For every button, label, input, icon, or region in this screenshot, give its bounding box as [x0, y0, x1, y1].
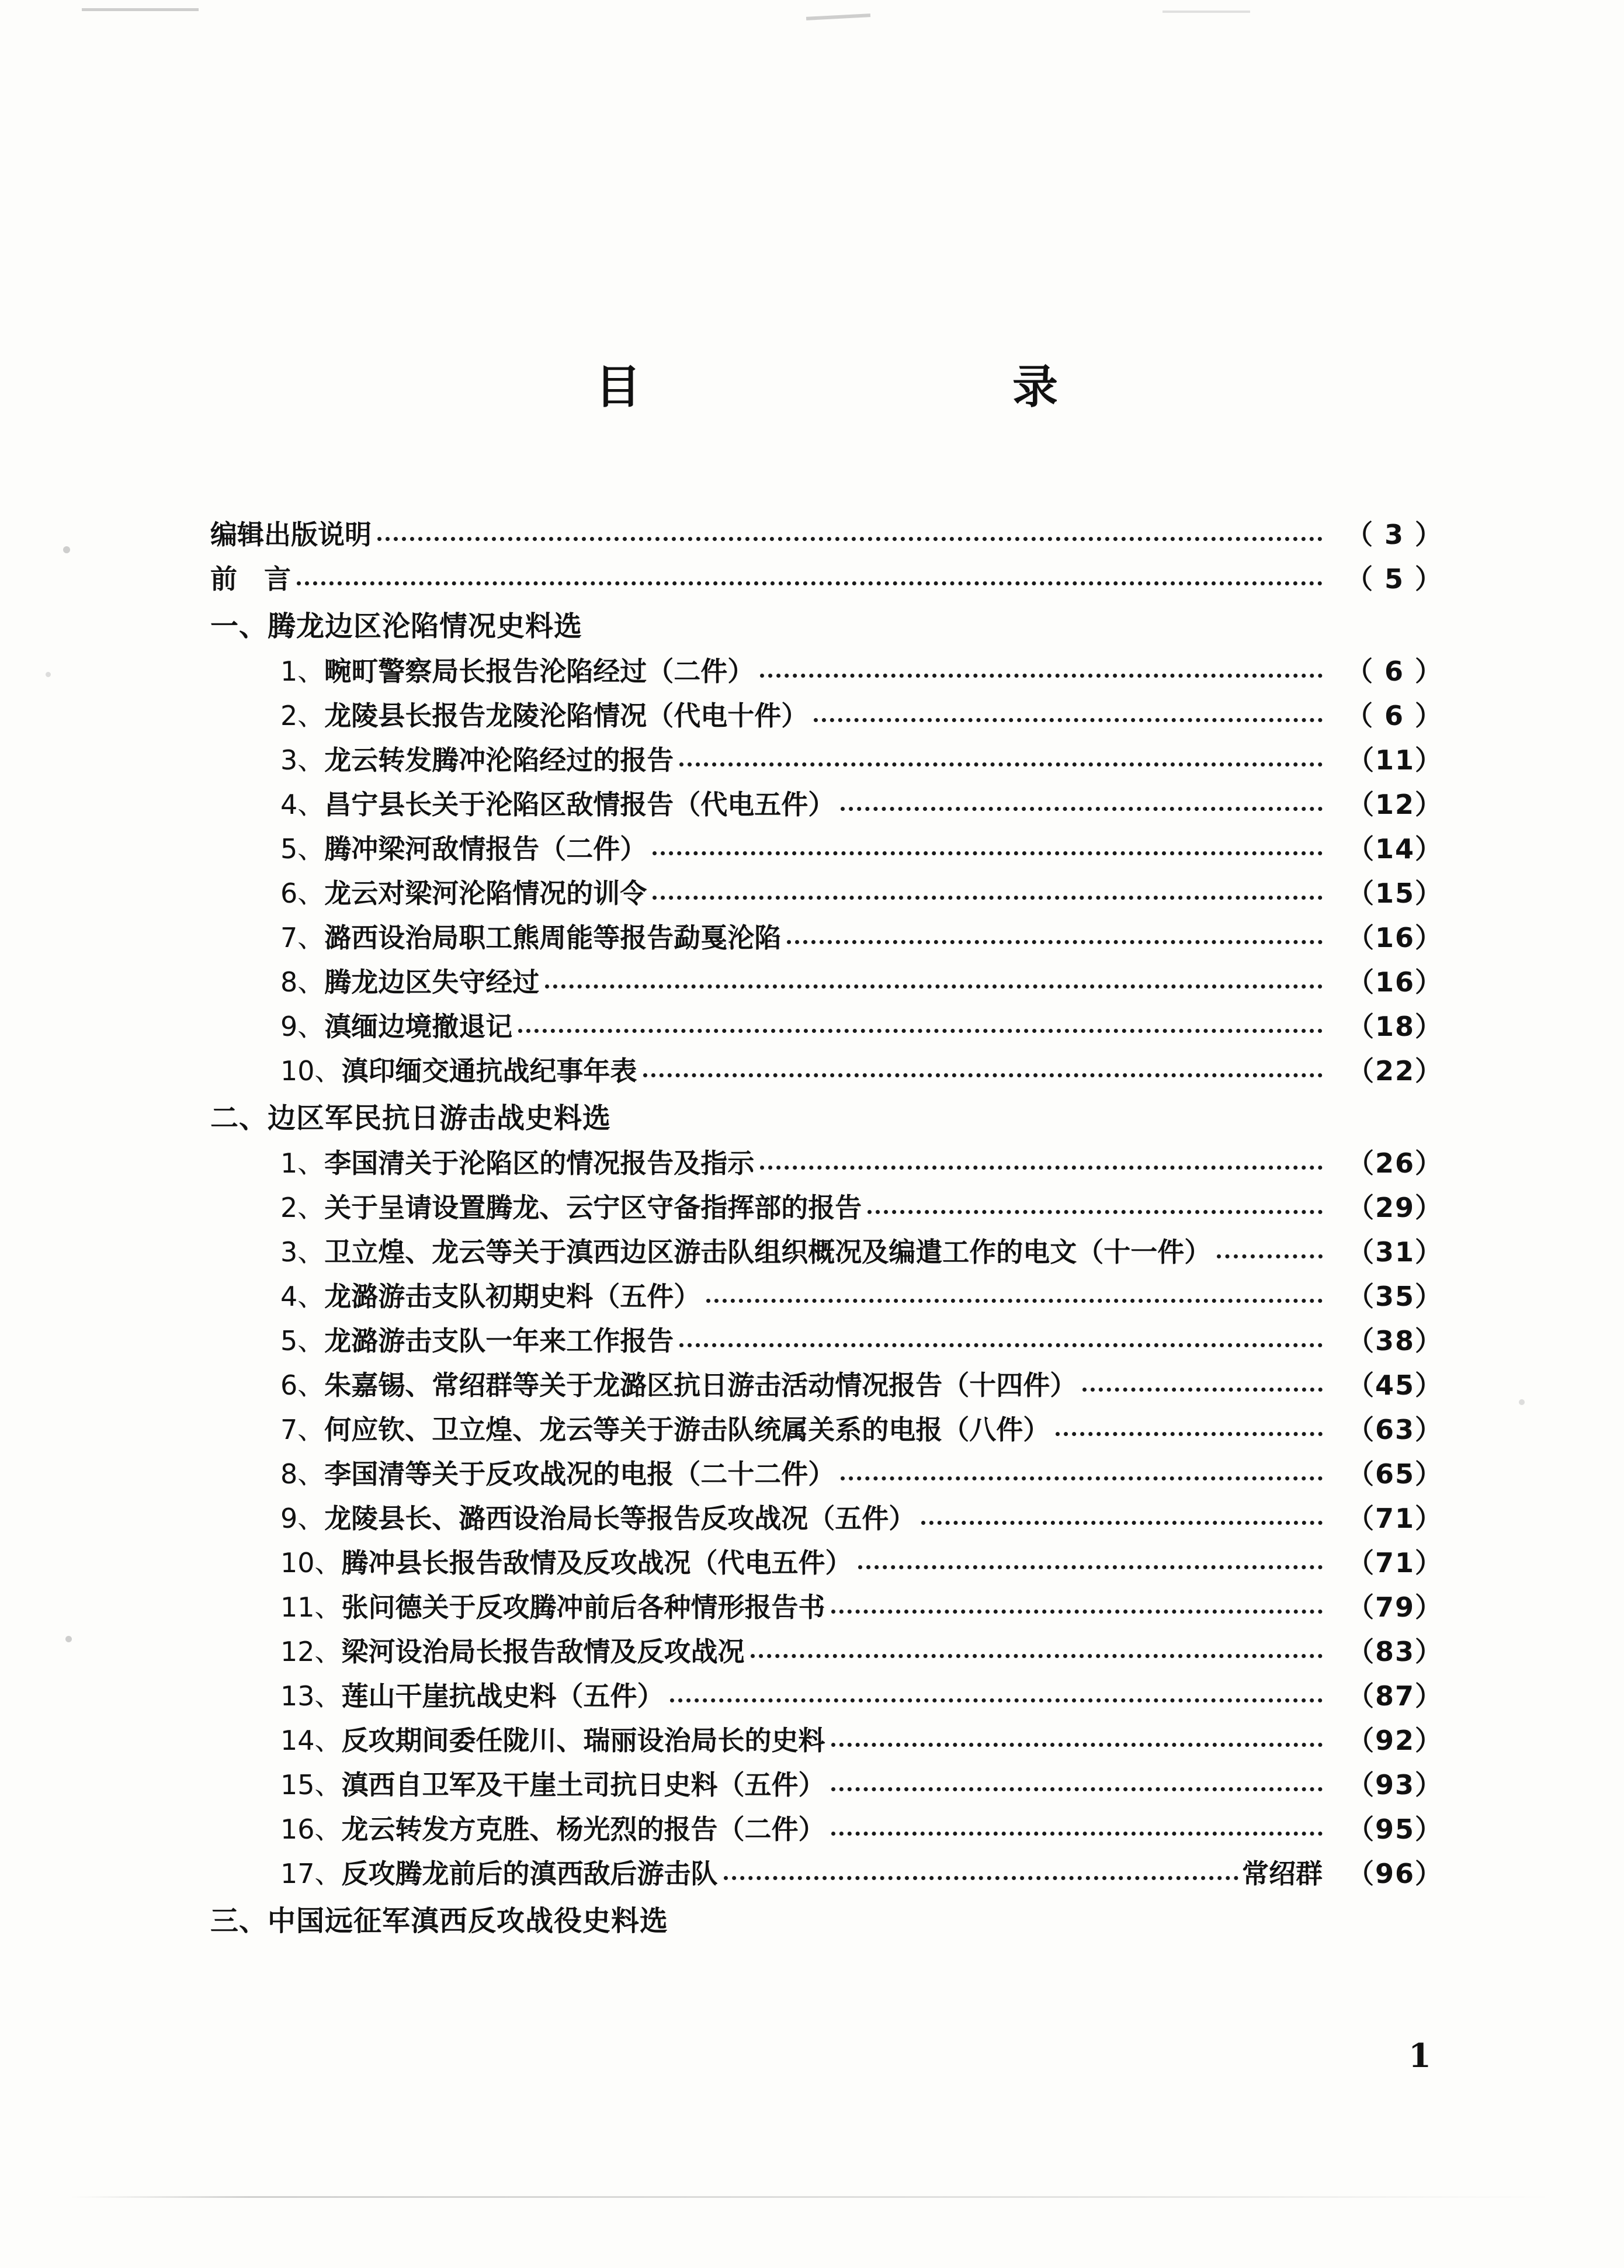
scan-speckle-left-3 — [65, 1636, 72, 1642]
toc-entry[interactable] — [280, 833, 1443, 865]
toc-entry[interactable] — [280, 1638, 1443, 1665]
toc-entry[interactable] — [280, 1727, 1443, 1754]
toc-entry-label: 腾冲县长报告敌情及反攻战况（代电五件） — [341, 1547, 852, 1579]
page-number: 1 — [1408, 2037, 1431, 2075]
toc-entry[interactable] — [280, 1591, 1443, 1623]
toc-entry-page: （26） — [1347, 1147, 1443, 1179]
toc-entry-label: 卫立煌、龙云等关于滇西边区游击队组织概况及编遣工作的电文（十一件） — [324, 1236, 1212, 1268]
toc-entry-number: 3、 — [280, 1236, 325, 1268]
toc-entry-label: 莲山干崖抗战史料（五件） — [341, 1680, 664, 1712]
toc-entry-page: （83） — [1347, 1636, 1443, 1667]
toc-entry-number: 11、 — [280, 1591, 342, 1623]
toc-entry-page: （92） — [1347, 1725, 1443, 1756]
toc-entry-number: 4、 — [280, 1281, 325, 1312]
toc-entry-page: （71） — [1347, 1503, 1443, 1534]
toc-leader-dots — [653, 895, 1323, 900]
toc-entry-number: 15、 — [280, 1769, 342, 1801]
toc-leader-dots — [867, 1209, 1323, 1214]
toc-leader-dots — [377, 536, 1323, 541]
toc-section-heading: 三、中国远征军滇西反攻战役史料选 — [210, 1905, 669, 1937]
toc-leader-dots — [679, 762, 1323, 767]
toc-entry-page: （35） — [1347, 1281, 1443, 1312]
toc-entry-label: 龙云对梁河沦陷情况的训令 — [324, 878, 647, 909]
toc-entry-label: 龙陵县长、潞西设治局长等报告反攻战况（五件） — [324, 1503, 916, 1534]
scan-artifact-top-center — [806, 13, 870, 20]
toc-entry[interactable] — [280, 1416, 1443, 1443]
toc-entry-label: 反攻腾龙前后的滇西敌后游击队 — [341, 1858, 718, 1889]
toc-entry-page: （96） — [1347, 1858, 1443, 1889]
scan-bottom-edge — [70, 2196, 1554, 2198]
toc-leader-dots — [297, 581, 1323, 585]
scan-speckle-right-1 — [1519, 1399, 1525, 1405]
toc-entry[interactable] — [280, 1860, 1443, 1887]
toc-entry[interactable] — [280, 1505, 1443, 1532]
toc-entry-number: 16、 — [280, 1813, 342, 1845]
toc-entry-page: （71） — [1347, 1547, 1443, 1579]
toc-entry[interactable] — [280, 658, 1443, 685]
toc-entry[interactable] — [210, 563, 1443, 595]
toc-entry-number: 1、 — [280, 656, 325, 687]
table-of-contents — [210, 351, 1443, 1953]
toc-entry[interactable] — [280, 1236, 1443, 1268]
toc-leader-dots — [751, 1653, 1323, 1658]
toc-leader-dots — [831, 1831, 1323, 1836]
toc-section-heading: 二、边区军民抗日游击战史料选 — [210, 1102, 612, 1135]
toc-entry-number: 14、 — [280, 1725, 342, 1756]
toc-leader-dots — [724, 1875, 1238, 1880]
toc-entry-page: （31） — [1347, 1236, 1443, 1268]
toc-entry[interactable] — [280, 924, 1443, 951]
toc-leader-dots — [921, 1520, 1323, 1525]
toc-entry-page: （12） — [1347, 789, 1443, 820]
toc-entry-page: （95） — [1347, 1813, 1443, 1845]
toc-leader-dots — [653, 851, 1323, 855]
toc-entry-number: 7、 — [280, 1414, 325, 1445]
toc-entry-label: 滇西自卫军及干崖土司抗日史料（五件） — [341, 1769, 825, 1801]
toc-entry-number: 10、 — [280, 1547, 342, 1579]
toc-entry[interactable] — [280, 1813, 1443, 1845]
scan-speckle-left-2 — [46, 672, 51, 677]
toc-entry-number: 17、 — [280, 1858, 342, 1889]
toc-entry-label: 腾龙边区失守经过 — [324, 966, 540, 998]
toc-entry[interactable] — [280, 1325, 1443, 1357]
toc-leader-dots — [760, 1165, 1323, 1170]
toc-entry-label: 滇印缅交通抗战纪事年表 — [341, 1055, 637, 1087]
toc-entry[interactable] — [280, 1458, 1443, 1490]
toc-entry-number: 7、 — [280, 922, 325, 953]
toc-entry[interactable] — [280, 1283, 1443, 1310]
toc-entry-page: （ 6 ） — [1345, 700, 1443, 731]
toc-entry[interactable] — [210, 521, 1443, 548]
toc-entry-label: 腾冲梁河敌情报告（二件） — [324, 833, 647, 865]
toc-entry-page: （11） — [1347, 744, 1443, 776]
toc-leader-dots — [706, 1298, 1323, 1303]
toc-entry[interactable] — [280, 1055, 1443, 1087]
toc-entry-page: （87） — [1347, 1680, 1443, 1712]
toc-entry-label: 前 言 — [210, 563, 291, 595]
toc-leader-dots — [643, 1073, 1323, 1077]
toc-entry-label: 梁河设治局长报告敌情及反攻战况 — [341, 1636, 745, 1667]
toc-entry[interactable] — [280, 1680, 1443, 1712]
toc-leader-dots — [1217, 1254, 1323, 1258]
toc-entry-page: （ 6 ） — [1345, 656, 1443, 687]
toc-entry-page: （ 3 ） — [1345, 519, 1443, 550]
toc-leader-dots — [814, 717, 1323, 722]
toc-leader-dots — [831, 1609, 1323, 1614]
toc-entry[interactable] — [280, 791, 1443, 818]
toc-entry[interactable] — [280, 1547, 1443, 1579]
toc-leader-dots — [831, 1742, 1323, 1747]
toc-entry-number: 10、 — [280, 1055, 342, 1087]
toc-leader-dots — [841, 806, 1323, 811]
toc-entry[interactable] — [280, 744, 1443, 776]
toc-entry-number: 8、 — [280, 1458, 325, 1490]
toc-entry-label: 龙陵县长报告龙陵沦陷情况（代电十件） — [324, 700, 808, 731]
scan-artifact-top-left — [82, 8, 199, 11]
toc-entry[interactable] — [280, 702, 1443, 729]
toc-entry-number: 6、 — [280, 1369, 325, 1401]
toc-entry-author: 常绍群 — [1242, 1858, 1323, 1889]
toc-entry-label: 龙潞游击支队一年来工作报告 — [324, 1325, 674, 1357]
toc-entry-number: 5、 — [280, 1325, 325, 1357]
toc-entry-page: （93） — [1347, 1769, 1443, 1801]
toc-entry-page: （16） — [1347, 966, 1443, 998]
toc-entry-page: （65） — [1347, 1458, 1443, 1490]
toc-entry-label: 昌宁县长关于沦陷区敌情报告（代电五件） — [324, 789, 835, 820]
toc-entry-number: 9、 — [280, 1503, 325, 1534]
toc-entry-number: 2、 — [280, 700, 325, 731]
toc-entry-page: （38） — [1347, 1325, 1443, 1357]
toc-entry-label: 朱嘉锡、常绍群等关于龙潞区抗日游击活动情况报告（十四件） — [324, 1369, 1077, 1401]
toc-entry-label: 畹町警察局长报告沦陷经过（二件） — [324, 656, 755, 687]
toc-entry-label: 反攻期间委任陇川、瑞丽设治局长的史料 — [341, 1725, 825, 1756]
toc-entry-page: （22） — [1347, 1055, 1443, 1087]
toc-entry-page: （63） — [1347, 1414, 1443, 1445]
toc-entry-label: 龙潞游击支队初期史料（五件） — [324, 1281, 701, 1312]
toc-entry[interactable] — [280, 1147, 1443, 1179]
toc-entry-page: （ 5 ） — [1345, 563, 1443, 595]
toc-leader-dots — [518, 1028, 1323, 1033]
toc-entry-number: 8、 — [280, 966, 325, 998]
toc-entry-label: 潞西设治局职工熊周能等报告勐戛沦陷 — [324, 922, 782, 953]
scan-artifact-top-right — [1163, 11, 1250, 13]
toc-entry-page: （45） — [1347, 1369, 1443, 1401]
toc-leader-dots — [1056, 1431, 1323, 1436]
toc-entry-page: （18） — [1347, 1011, 1443, 1042]
toc-leader-dots — [670, 1698, 1323, 1702]
toc-entry[interactable] — [280, 1013, 1443, 1040]
toc-entry[interactable] — [280, 1369, 1443, 1401]
toc-entry-label: 滇缅边境撤退记 — [324, 1011, 513, 1042]
toc-entry-number: 5、 — [280, 833, 325, 865]
scan-speckle-left-1 — [63, 546, 70, 553]
toc-section-heading: 一、腾龙边区沦陷情况史料选 — [210, 610, 583, 643]
toc-entry-page: （15） — [1347, 878, 1443, 909]
toc-leader-dots — [831, 1787, 1323, 1791]
toc-entry-page: （29） — [1347, 1192, 1443, 1223]
toc-entry-label: 编辑出版说明 — [210, 519, 372, 550]
toc-entry-label: 张问德关于反攻腾冲前后各种情形报告书 — [341, 1591, 825, 1623]
toc-entry-number: 6、 — [280, 878, 325, 909]
toc-leader-dots — [858, 1565, 1323, 1569]
toc-leader-dots — [760, 673, 1323, 678]
toc-leader-dots — [679, 1343, 1323, 1347]
toc-leader-dots — [1082, 1387, 1323, 1392]
toc-entry-number: 9、 — [280, 1011, 325, 1042]
toc-leader-dots — [841, 1476, 1323, 1480]
toc-entry-page: （79） — [1347, 1591, 1443, 1623]
toc-entry-label: 龙云转发方克胜、杨光烈的报告（二件） — [341, 1813, 825, 1845]
toc-entry-page: （16） — [1347, 922, 1443, 953]
toc-entry-number: 13、 — [280, 1680, 342, 1712]
toc-list — [210, 521, 1443, 1935]
toc-entry[interactable] — [280, 1769, 1443, 1801]
toc-entry-label: 李国清关于沦陷区的情况报告及指示 — [324, 1147, 755, 1179]
toc-entry-page: （14） — [1347, 833, 1443, 865]
toc-entry-label: 龙云转发腾冲沦陷经过的报告 — [324, 744, 674, 776]
page-title: 目 录 — [595, 360, 1151, 414]
toc-leader-dots — [545, 984, 1323, 989]
toc-entry-number: 1、 — [280, 1147, 325, 1179]
toc-entry[interactable] — [280, 966, 1443, 998]
toc-entry[interactable] — [280, 1194, 1443, 1221]
toc-entry-label: 关于呈请设置腾龙、云宁区守备指挥部的报告 — [324, 1192, 862, 1223]
toc-entry-number: 3、 — [280, 744, 325, 776]
toc-entry-number: 4、 — [280, 789, 325, 820]
toc-entry-label: 何应钦、卫立煌、龙云等关于游击队统属关系的电报（八件） — [324, 1414, 1050, 1445]
toc-entry[interactable] — [280, 880, 1443, 907]
toc-entry-number: 12、 — [280, 1636, 342, 1667]
toc-leader-dots — [787, 939, 1323, 944]
toc-entry-label: 李国清等关于反攻战况的电报（二十二件） — [324, 1458, 835, 1490]
toc-entry-number: 2、 — [280, 1192, 325, 1223]
